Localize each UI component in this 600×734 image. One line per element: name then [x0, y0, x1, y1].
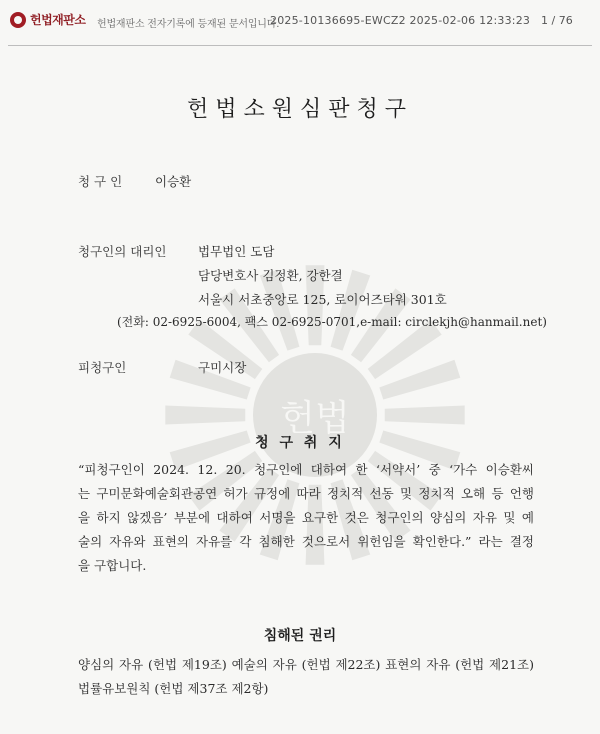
document-title: 헌법소원심판청구: [186, 97, 414, 122]
court-logo-text: 헌법재판소: [30, 13, 86, 27]
claim-line: 을 하지 않겠음’ 부분에 대하여 서명을 요구한 것은 청구인의 양심의 자유 및 예: [78, 510, 534, 525]
petitioner-label: 청 구 인: [78, 174, 123, 189]
firm-contact: (전화: 02-6925-6004, 팩스 02-6925-0701,e-mail: circlekjh@hanmail.net): [117, 315, 547, 329]
seal-ray: [165, 406, 245, 425]
claim-line: “피청구인이 2024. 12. 20. 청구인에 대하여 한 ‘서약서’ 중 ‘가수 이승환씨: [78, 462, 534, 477]
rights-heading: 침해된 권리: [263, 628, 337, 644]
court-emblem-icon: [10, 12, 26, 28]
header-divider: [8, 45, 592, 46]
document-id-timestamp: 2025-10136695-EWCZ2 2025-02-06 12:33:23: [270, 14, 531, 27]
rights-line: 법률유보원칙 (헌법 제37조 제2항): [78, 681, 269, 696]
rights-line: 양심의 자유 (헌법 제19조) 예술의 자유 (헌법 제22조) 표현의 자유 (헌법 제21조): [78, 657, 534, 672]
law-firm-name: 법무법인 도담: [198, 244, 275, 259]
claim-line: 는 구미문화예술회관공연 허가 규정에 따라 정치적 선동 및 정치적 오해 등 언행: [78, 486, 534, 501]
respondent-label: 피청구인: [78, 360, 127, 375]
seal-ray: [385, 406, 465, 425]
respondent-name: 구미시장: [198, 360, 247, 375]
watermark-text: 헌법: [280, 398, 350, 439]
claim-heading: 청 구 취 지: [255, 435, 345, 451]
petitioner-name: 이승환: [155, 174, 192, 189]
attorneys: 담당변호사 김정환, 강한결: [198, 268, 343, 283]
representative-label: 청구인의 대리인: [78, 244, 167, 259]
firm-address: 서울시 서초중앙로 125, 로이어즈타워 301호: [198, 292, 447, 307]
document-header: [0, 0, 600, 46]
page-indicator: 1 / 76: [541, 14, 573, 27]
court-logo: [10, 11, 85, 28]
claim-line: 을 구합니다.: [78, 558, 147, 573]
registration-notice: 헌법재판소 전자기록에 등재된 문서입니다.: [97, 19, 280, 30]
claim-line: 술의 자유와 표현의 자유를 각 침해한 것으로서 위헌임을 확인한다.” 라는 결정: [78, 534, 534, 549]
